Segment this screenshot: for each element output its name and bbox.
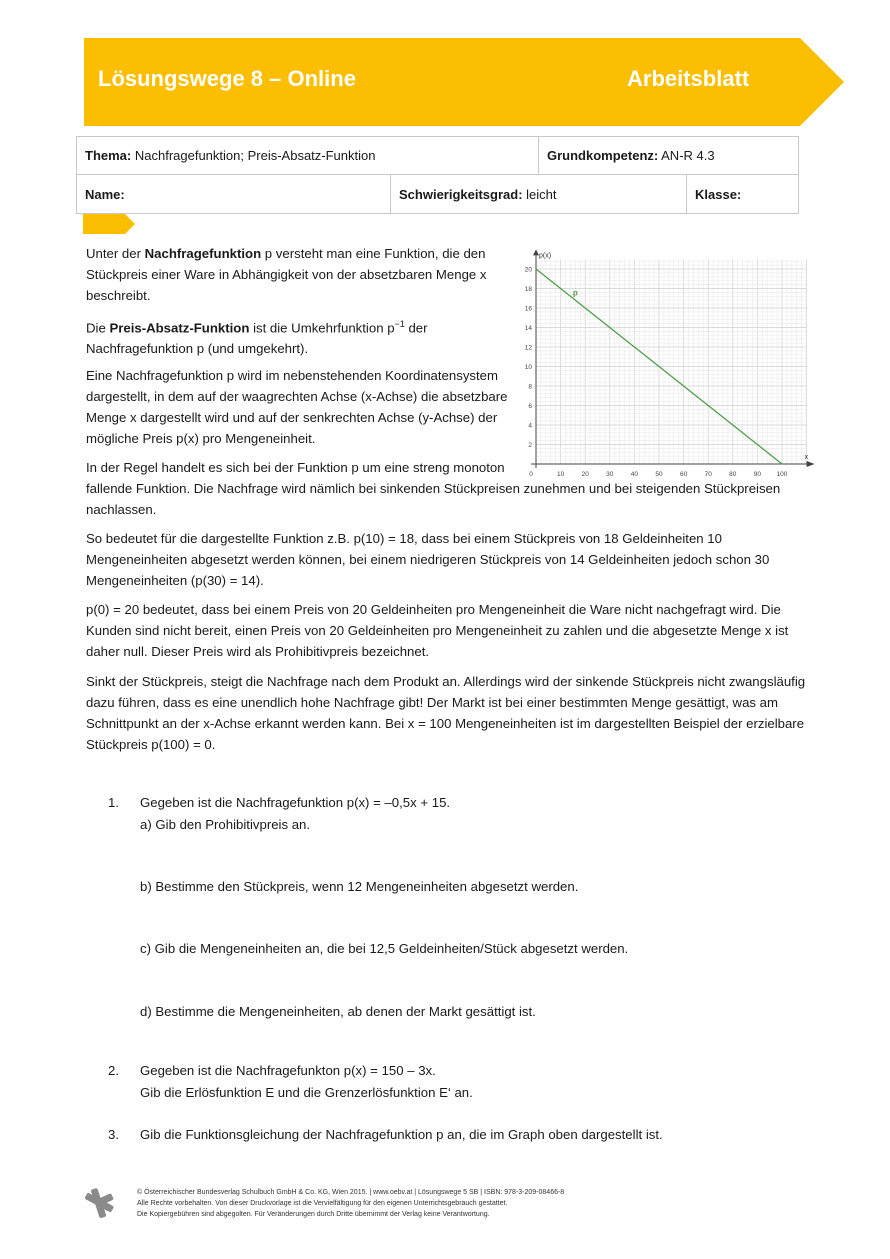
- task-1b: b) Bestimme den Stückpreis, wenn 12 Mengeneinheiten abgesetzt werden.: [140, 879, 579, 894]
- y-tick-label: 4: [528, 422, 532, 430]
- paragraph-koordinatensystem: Eine Nachfragefunktion p wird im nebenstehenden Koordinatensystem dargestellt, in dem auf der waagrechten Achse (x-Achse) die absetzbare Menge x dargestellt wird und auf der senkrechten Achse (y-Achse) der mögliche Preis p(x) pro Mengeneinheit.: [86, 368, 508, 446]
- y-tick-label: 10: [524, 364, 532, 371]
- x-axis-label: x: [804, 454, 809, 461]
- x-tick-label: 50: [655, 471, 663, 478]
- thema-cell: [77, 137, 539, 175]
- task-1d: d) Bestimme die Mengeneinheiten, ab denen der Markt gesättigt ist.: [140, 1004, 536, 1019]
- thema-label: Thema:: [85, 148, 132, 163]
- document-title: Lösungswege 8 – Online: [98, 66, 356, 91]
- y-tick-label: 16: [524, 305, 532, 313]
- kompetenz-label: Grundkompetenz:: [547, 148, 659, 163]
- y-tick-label: 2: [528, 442, 532, 449]
- x-tick-label: 80: [729, 471, 737, 478]
- klasse-label: Klasse:: [695, 186, 742, 202]
- term-nachfragefunktion: Nachfragefunktion: [144, 246, 262, 261]
- x-tick-label: 40: [630, 471, 639, 478]
- task-1a: a) Gib den Prohibitivpreis an.: [140, 817, 311, 832]
- info-table: [76, 136, 799, 214]
- paragraph-monoton: In der Regel handelt es sich bei der Funktion p um eine streng monoton fallende Funktion. Die Nachfrage wird nämlich bei sinkenden Stückpreisen zunehmen und bei steigenden Stückpreisen nachlassen.: [86, 460, 781, 517]
- series-label-p: p: [572, 288, 578, 298]
- task-3-intro: Gib die Funktionsgleichung der Nachfragefunktion p an, die im Graph oben dargestellt ist.: [140, 1127, 663, 1142]
- x-tick-label: 20: [581, 471, 589, 478]
- x-tick-label: 60: [679, 471, 688, 478]
- demand-function-chart: [519, 246, 811, 478]
- x-tick-label: 0: [529, 471, 533, 478]
- name-cell[interactable]: [77, 175, 391, 214]
- x-tick-label: 100: [776, 471, 788, 478]
- term-preis-absatz-funktion: Preis-Absatz-Funktion: [109, 320, 250, 336]
- x-tick-label: 70: [704, 471, 712, 478]
- y-tick-label: 18: [524, 286, 532, 293]
- x-axis-arrow: [807, 461, 815, 467]
- y-axis-label: p(x): [539, 252, 552, 260]
- publisher-logo-icon: [84, 1188, 114, 1218]
- y-tick-label: 20: [524, 266, 532, 274]
- y-tick-label: 8: [528, 383, 532, 391]
- paragraph-beispiel: So bedeutet für die dargestellte Funktion z.B. p(10) = 18, dass bei einem Stückpreis von 18 Geldeinheiten 10 Mengeneinheiten abgesetzt werden können, bei einem niedrigeren Stückpreis von 14 Geldeinheiten jedoch schon 30 Mengeneinheiten (p(30) = 14).: [86, 531, 770, 588]
- x-tick-label: 90: [753, 471, 762, 478]
- x-tick-label: 10: [556, 471, 565, 478]
- task-2-intro: Gegeben ist die Nachfragefunkton p(x) = 150 – 3x.: [140, 1063, 436, 1078]
- task-1-number: 1.: [108, 795, 119, 810]
- paragraph-nachfragefunktion: Unter der Nachfragefunktion p versteht man eine Funktion, die den Stückpreis einer Ware in Abhängigkeit von der absetzbaren Menge x beschreibt.: [86, 246, 487, 303]
- y-tick-label: 12: [524, 344, 532, 352]
- kompetenz-value: AN-R 4.3: [661, 148, 715, 163]
- header-banner: [84, 38, 844, 126]
- document-type: Arbeitsblatt: [627, 66, 750, 91]
- thema-value: Nachfragefunktion; Preis-Absatz-Funktion: [134, 148, 376, 163]
- schwierigkeit-cell: [391, 175, 687, 214]
- schwierigkeit-value: leicht: [526, 186, 557, 202]
- task-1-intro: Gegeben ist die Nachfragefunktion p(x) = –0,5x + 15.: [140, 795, 451, 810]
- name-label: Name:: [85, 186, 125, 202]
- paragraph-preis-absatz: Die Preis-Absatz-Funktion ist die Umkehrfunktion $p^{-1}$ der Nachfragefunktion p (und umgekehrt).: [86, 319, 428, 357]
- task-3-number: 3.: [108, 1127, 119, 1142]
- section-arrow: [83, 214, 137, 234]
- x-tick-label: 30: [606, 471, 614, 478]
- paragraph-saettigung: Sinkt der Stückpreis, steigt die Nachfrage nach dem Produkt an. Allerdings wird der sinkende Stückpreis nicht zwangsläufig dazu führen, dass es eine unendlich hohe Nachfrage gibt! Der Markt ist bei einer bestimmten Menge gesättigt, was am Schnittpunkt an der x-Achse erkannt werden kann. Bei x = 100 Mengeneinheiten ist im dargestellten Beispiel der erzielbare Stückpreis p(100) = 0.: [86, 674, 806, 752]
- task-1c: c) Gib die Mengeneinheiten an, die bei 12,5 Geldeinheiten/Stück abgesetzt werden.: [140, 941, 629, 956]
- task-2-number: 2.: [108, 1063, 119, 1078]
- task-2-part: Gib die Erlösfunktion E und die Grenzerlösfunktion E‘ an.: [140, 1085, 473, 1100]
- kompetenz-cell: [539, 137, 799, 175]
- y-tick-label: 14: [524, 325, 532, 332]
- schwierigkeit-label: Schwierigkeitsgrad:: [399, 186, 523, 202]
- klasse-cell[interactable]: [687, 175, 799, 214]
- paragraph-prohibitivpreis: p(0) = 20 bedeutet, dass bei einem Preis von 20 Geldeinheiten pro Mengeneinheit die Ware nicht nachgefragt wird. Die Kunden sind nicht bereit, einen Preis von 20 Geldeinheiten pro Mengeneinheit zu zahlen und die abgesetzte Menge x ist daher null. Dieser Preis wird als Prohibitivpreis bezeichnet.: [86, 602, 789, 659]
- footer-copyright: © Österreichischer Bundesverlag Schulbuch GmbH & Co. KG, Wien 2015. | www.oebv.at | Lösungswege 5 SB | ISBN: 978-3-209-08466-8 Alle Rechte vorbehalten. Von dieser Druckvorlage ist die Vervielfältigung für den eigenen Unterrichtsgebrauch gestattet. Die Kopiergebühren sind abgegolten. Für Veränderungen durch Dritte übernimmt der Verlag keine Verantwortung.: [137, 1189, 565, 1218]
- y-tick-label: 6: [528, 403, 532, 410]
